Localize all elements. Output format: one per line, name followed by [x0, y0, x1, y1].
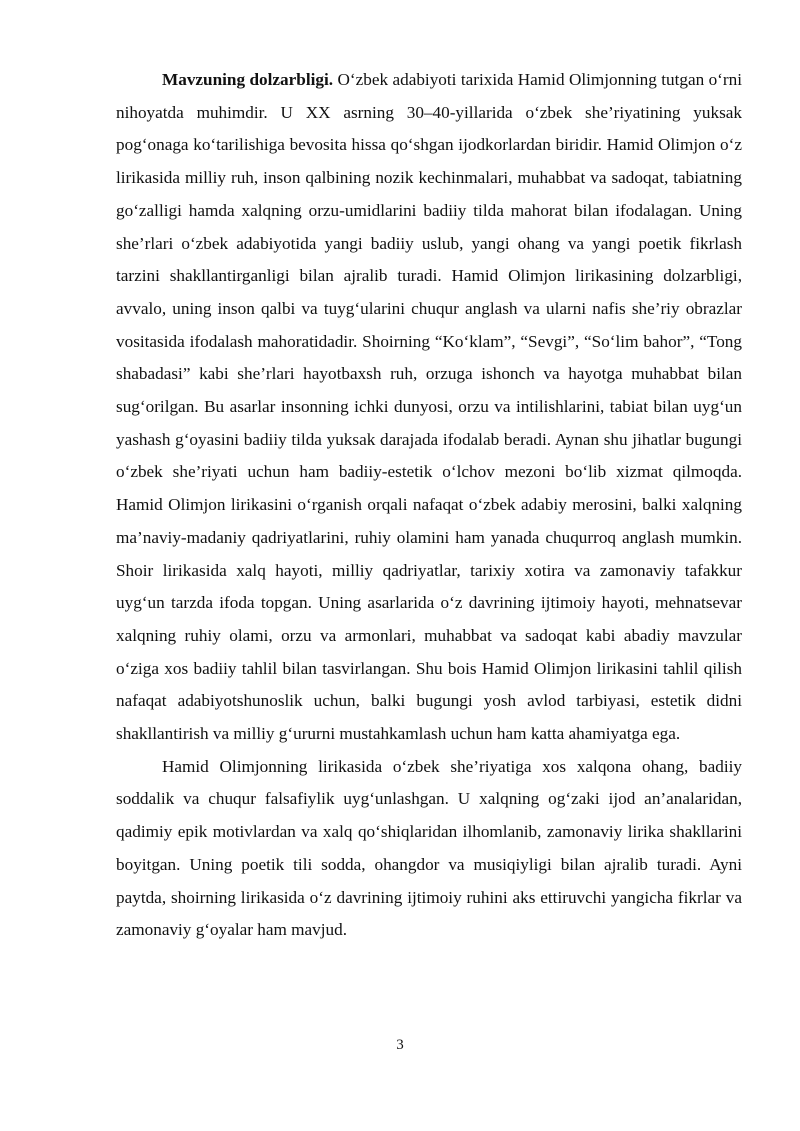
- paragraph-1-text: O‘zbek adabiyoti tarixida Hamid Olimjonning tutgan o‘rni nihoyatda muhimdir. U XX asrning 30–40-yillarida o‘zbek she’riyatining yuksak pog‘onaga ko‘tarilishiga bevosita hissa qo‘shgan ijodkorlardan biridir. Hamid Olimjon o‘z lirikasida milliy ruh, inson qalbining nozik kechinmalari, muhabbat va sadoqat, tabiatning go‘zalligi hamda xalqning orzu-umidlarini badiiy tilda mahorat bilan ifodalagan. Uning she’rlari o‘zbek adabiyotida yangi badiiy uslub, yangi ohang va yangi poetik fikrlash tarzini shakllantirganligi bilan ajralib turadi. Hamid Olimjon lirikasining dolzarbligi, avvalo, uning inson qalbi va tuyg‘ularini chuqur anglash va ularni nafis she’riy obrazlar vositasida ifodalash mahoratidadir. Shoirning “Ko‘klam”, “Sevgi”, “So‘lim bahor”, “Tong shabadasi” kabi she’rlari hayotbaxsh ruh, orzuga ishonch va hayotga muhabbat bilan sug‘orilgan. Bu asarlar insonning ichki dunyosi, orzu va intilishlarini, tabiat bilan uyg‘un yashash g‘oyasini badiiy tilda yuksak darajada ifodalab beradi. Aynan shu jihatlar bugungi o‘zbek she’riyati uchun ham badiiy-estetik o‘lchov mezoni bo‘lib xizmat qilmoqda. Hamid Olimjon lirikasini o‘rganish orqali nafaqat o‘zbek adabiy merosini, balki xalqning ma’naviy-madaniy qadriyatlarini, ruhiy olamini ham yanada chuqurroq anglash mumkin. Shoir lirikasida xalq hayoti, milliy qadriyatlar, tarixiy xotira va zamonaviy tafakkur uyg‘un tarzda ifoda topgan. Uning asarlarida o‘z davrining ijtimoiy hayoti, mehnatsevar xalqning ruhiy olami, orzu va armonlari, muhabbat va sadoqat kabi abadiy mavzular o‘ziga xos badiiy tahlil bilan tasvirlangan. Shu bois Hamid Olimjon lirikasini tahlil qilish nafaqat adabiyotshunoslik uchun, balki bugungi yosh avlod tarbiyasi, estetik didni shakllantirish va milliy g‘ururni mustahkamlash uchun ham katta ahamiyatga ega.: [116, 70, 743, 744]
- section-heading: Mavzuning dolzarbligi.: [162, 70, 334, 89]
- page-number: 3: [396, 1037, 404, 1053]
- paragraph-2-text: Hamid Olimjonning lirikasida o‘zbek she’riyatiga xos xalqona ohang, badiiy soddalik va chuqur falsafiylik uyg‘unlashgan. U xalqning og‘zaki ijod an’analaridan, qadimiy epik motivlardan va xalq qo‘shiqlaridan ilhomlanib, zamonaviy lirika shakllarini boyitgan. Uning poetik tili sodda, ohangdor va musiqiyligi bilan ajralib turadi. Ayni paytda, shoirning lirikasida o‘z davrining ijtimoiy ruhini aks ettiruvchi yangicha fikrlar va zamonaviy g‘oyalar ham mavjud.: [116, 756, 742, 940]
- document-page: [116, 64, 742, 947]
- paragraph-1: [116, 64, 742, 751]
- paragraph-2: [116, 751, 742, 947]
